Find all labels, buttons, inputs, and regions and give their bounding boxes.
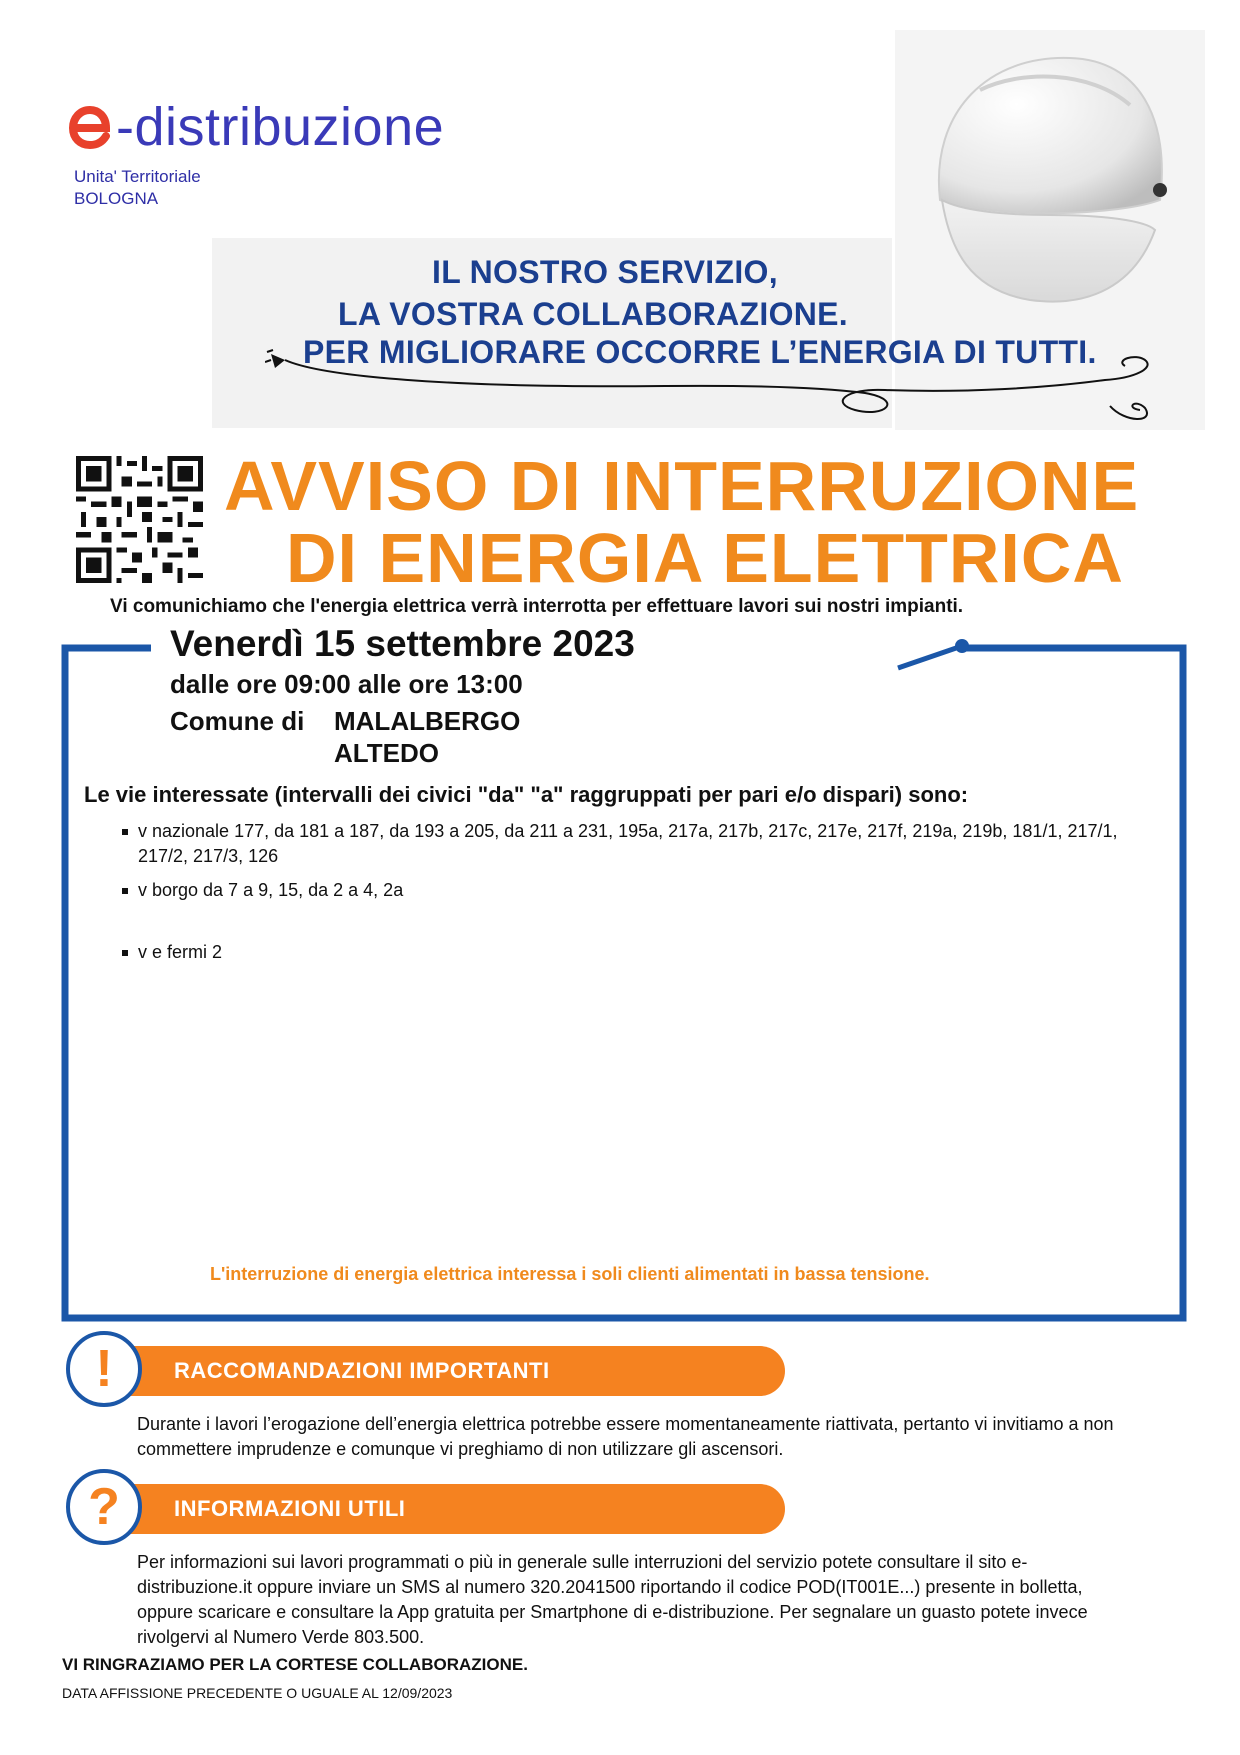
bullet-icon [122, 829, 128, 835]
unit-city: BOLOGNA [74, 189, 159, 208]
street-text: v nazionale 177, da 181 a 187, da 193 a 205, da 211 a 231, 195a, 217a, 217b, 217c, 217e, 217f, 219a, 219b, 181/1, 217/1, 217/2, 217/3, 126 [138, 821, 1118, 866]
low-voltage-note: L'interruzione di energia elettrica interessa i soli clienti alimentati in bassa tensione. [210, 1264, 930, 1284]
info-text: Per informazioni sui lavori programmati o più in generale sulle interruzioni del servizio potete consultare il sito e-distribuzione.it oppure inviare un SMS al numero 320.2041500 riportando il codice POD(IT001E...) presente in bolletta, oppure scaricare e consultare la App gratuita per Smartphone di e-distribuzione. Per segnalare un guasto potete invece rivolgervi al Numero Verde 803.500. [137, 1552, 1088, 1647]
recommendations-text: Durante i lavori l’erogazione dell’energia elettrica potrebbe essere momentaneamente riattivata, pertanto vi invitiamo a non commettere imprudenze e comunque vi preghiamo di non utilizzare gli ascensori. [137, 1414, 1114, 1459]
unit-label: Unita' Territoriale [74, 167, 201, 186]
slogan-line-3: PER MIGLIORARE OCCORRE L’ENERGIA DI TUTTI. [303, 334, 1097, 370]
interruption-hours: dalle ore 09:00 alle ore 13:00 [170, 669, 523, 699]
bullet-icon [122, 888, 128, 894]
locality-name: ALTEDO [334, 738, 439, 768]
intro-text: Vi comunichiamo che l'energia elettrica verrà interrotta per effettuare lavori sui nostri impianti. [110, 596, 964, 617]
municipality-name: MALALBERGO [334, 706, 521, 736]
logo-wordmark: -distribuzione [116, 97, 445, 157]
thanks-text: VI RINGRAZIAMO PER LA CORTESE COLLABORAZIONE. [62, 1655, 528, 1674]
posting-date: DATA AFFISSIONE PRECEDENTE O UGUALE AL 12/09/2023 [62, 1685, 453, 1701]
bullet-icon [122, 950, 128, 956]
streets-intro: Le vie interessate (intervalli dei civici "da" "a" raggruppati per pari e/o dispari) sono: [84, 782, 969, 807]
street-text: v e fermi 2 [138, 942, 223, 962]
slogan-line-1: IL NOSTRO SERVIZIO, [432, 254, 778, 290]
list-item [122, 940, 1162, 965]
notice-title-line-1: AVVISO DI INTERRUZIONE [224, 447, 1140, 525]
exclamation-icon: ! [66, 1331, 142, 1407]
recommendations-title: RACCOMANDAZIONI IMPORTANTI [174, 1358, 550, 1383]
interruption-date: Venerdì 15 settembre 2023 [170, 623, 635, 664]
municipality-label: Comune di [170, 706, 305, 736]
info-title: INFORMAZIONI UTILI [174, 1496, 406, 1521]
notice-title-line-2: DI ENERGIA ELETTRICA [286, 519, 1124, 597]
switch-lever-icon [898, 646, 962, 668]
list-item [122, 878, 1162, 903]
slogan-line-2: LA VOSTRA COLLABORAZIONE. [338, 296, 848, 332]
list-item [122, 819, 1162, 869]
question-icon: ? [66, 1469, 142, 1545]
street-text: v borgo da 7 a 9, 15, da 2 a 4, 2a [138, 880, 404, 900]
